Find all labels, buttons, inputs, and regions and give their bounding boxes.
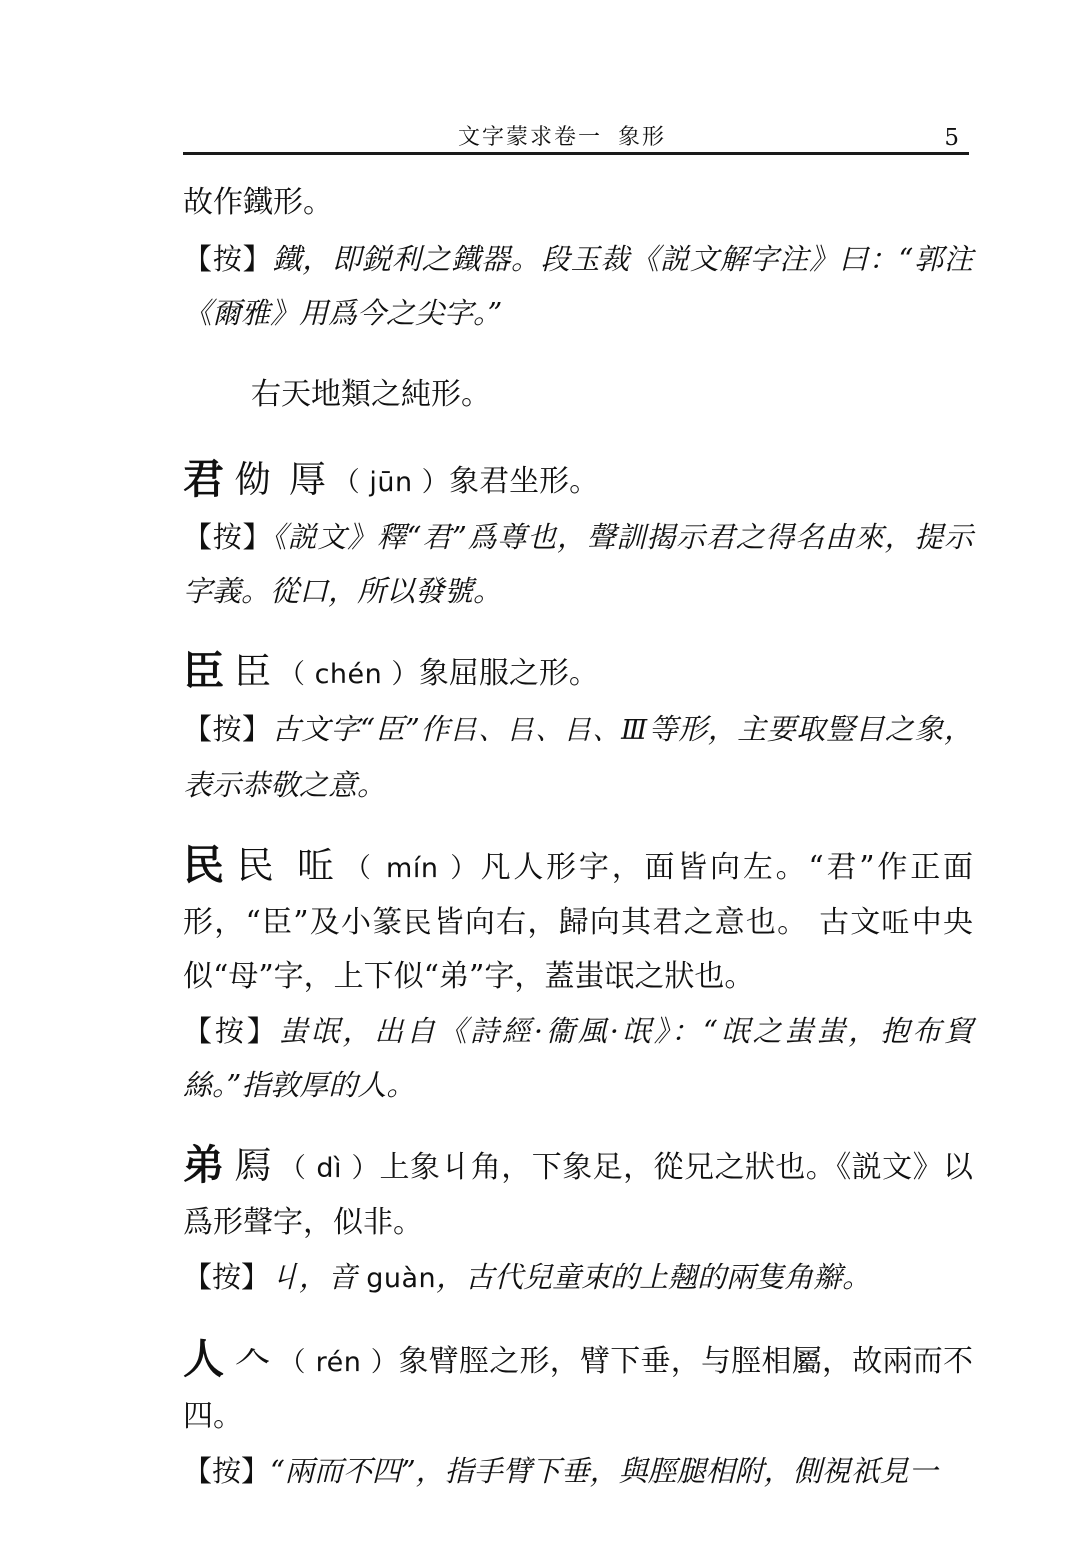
entry-inline-glyph-1: 民	[403, 906, 434, 939]
annotation-label: 【按】	[183, 242, 273, 276]
annotation-paragraph-1	[183, 232, 973, 340]
entry-head-character: 臣	[183, 647, 228, 695]
annotation-text-part1: 古文字“臣”作	[271, 712, 450, 746]
running-head-title	[458, 120, 666, 151]
entry-ancient-glyphs: 𠆢	[234, 1338, 275, 1381]
entry-annotation	[183, 1004, 973, 1112]
dictionary-entry-chen	[183, 644, 973, 812]
annotation-inline-glyphs: 㠯、㠯、㠯、Ⅲ	[449, 715, 649, 746]
annotation-text-part2: ，古代兒童束的上翹的兩隻角辮。	[436, 1260, 872, 1294]
annotation-text: 《説文》釋“君”爲尊也，聲訓揭示君之得名由來，提示字義。從口，所以發號。	[183, 520, 973, 608]
dictionary-entry-di	[183, 1138, 973, 1306]
running-head	[183, 105, 969, 151]
annotation-label: 【按】	[183, 712, 272, 746]
entry-annotation	[183, 1250, 973, 1306]
entry-pinyin: （ dì ）	[278, 1153, 380, 1184]
entry-gloss: 象屈服之形。	[418, 656, 599, 691]
entry-gloss: 象君坐形。	[449, 464, 600, 499]
entry-headline	[183, 452, 973, 510]
continuation-paragraph: 故作鐵形。	[183, 185, 333, 220]
page-number: 5	[944, 125, 959, 151]
entry-gloss-part1: 凡人形字，面皆向左。“君”作正面形，“臣”及小篆	[183, 850, 973, 940]
page-body	[183, 176, 973, 1498]
entry-ancient-glyphs: 臣	[234, 650, 274, 693]
entry-ancient-glyphs: 㕐	[234, 1144, 275, 1187]
entry-headline	[183, 644, 973, 702]
annotation-label: 【按】	[183, 1260, 271, 1294]
dictionary-entry-ren	[183, 1332, 973, 1498]
entry-annotation	[183, 1444, 973, 1498]
entry-annotation	[183, 510, 973, 618]
running-head-title-right: 象形	[618, 125, 667, 150]
entry-headline	[183, 838, 973, 1004]
annotation-text: 蚩氓，出自《詩經·衞風·氓》：“氓之蚩蚩，抱布貿絲。”指敦厚的人。	[183, 1014, 973, 1102]
entry-headline	[183, 1138, 973, 1250]
entry-head-character: 君	[183, 455, 228, 503]
entry-head-character: 弟	[183, 1141, 229, 1189]
entry-gloss-part3: 中央似“母”字，上下似“弟”字，蓋蚩氓之狀也。	[183, 905, 974, 994]
entry-headline	[183, 1332, 973, 1444]
entry-pinyin: （ rén ）	[278, 1347, 399, 1378]
section-label: 右天地類之純形。	[251, 377, 491, 412]
running-head-title-left: 文字蒙求卷一	[458, 125, 603, 150]
annotation-text-part1: 丩，音	[270, 1260, 367, 1294]
entry-gloss: 上象丩角，下象足，從兄之狀也。《説文》以爲形聲字，似非。	[183, 1150, 974, 1240]
entry-head-character: 民	[183, 841, 231, 889]
entry-head-character: 人	[183, 1335, 229, 1383]
annotation-text: “兩而不四”，指手臂下垂，與脛腿相附，側視祇見一	[270, 1454, 938, 1488]
dictionary-entry-jun	[183, 452, 973, 618]
annotation-pinyin: guàn	[366, 1263, 437, 1294]
annotation-label: 【按】	[183, 1014, 279, 1048]
entry-pinyin: （ mín ）	[343, 853, 481, 884]
dictionary-entry-min	[183, 838, 973, 1112]
entry-pinyin: （ chén ）	[278, 659, 419, 690]
entry-inline-glyph-2: 𠰋	[881, 906, 912, 939]
entry-gloss-part2: 皆向右，歸向其君之意也。 古文	[433, 905, 882, 940]
header-divider	[183, 152, 969, 155]
annotation-label: 【按】	[183, 1454, 271, 1488]
entry-gloss: 象臂脛之形，臂下垂，与脛相屬，故兩而不四。	[183, 1344, 974, 1434]
entry-ancient-glyphs: 民 𠰋	[236, 844, 340, 887]
entry-ancient-glyphs: 㑃 㕌	[234, 458, 329, 501]
entry-annotation	[183, 702, 973, 812]
annotation-text: 鐵，即鋭利之鐵器。段玉裁《説文解字注》曰：“郭注《爾雅》用爲今之尖字。”	[183, 242, 973, 330]
entry-pinyin: （ jūn ）	[332, 467, 450, 498]
annotation-label: 【按】	[183, 520, 273, 554]
annotation-text-part2: 等形，主要取豎目之象，表示恭敬之意。	[183, 712, 973, 802]
